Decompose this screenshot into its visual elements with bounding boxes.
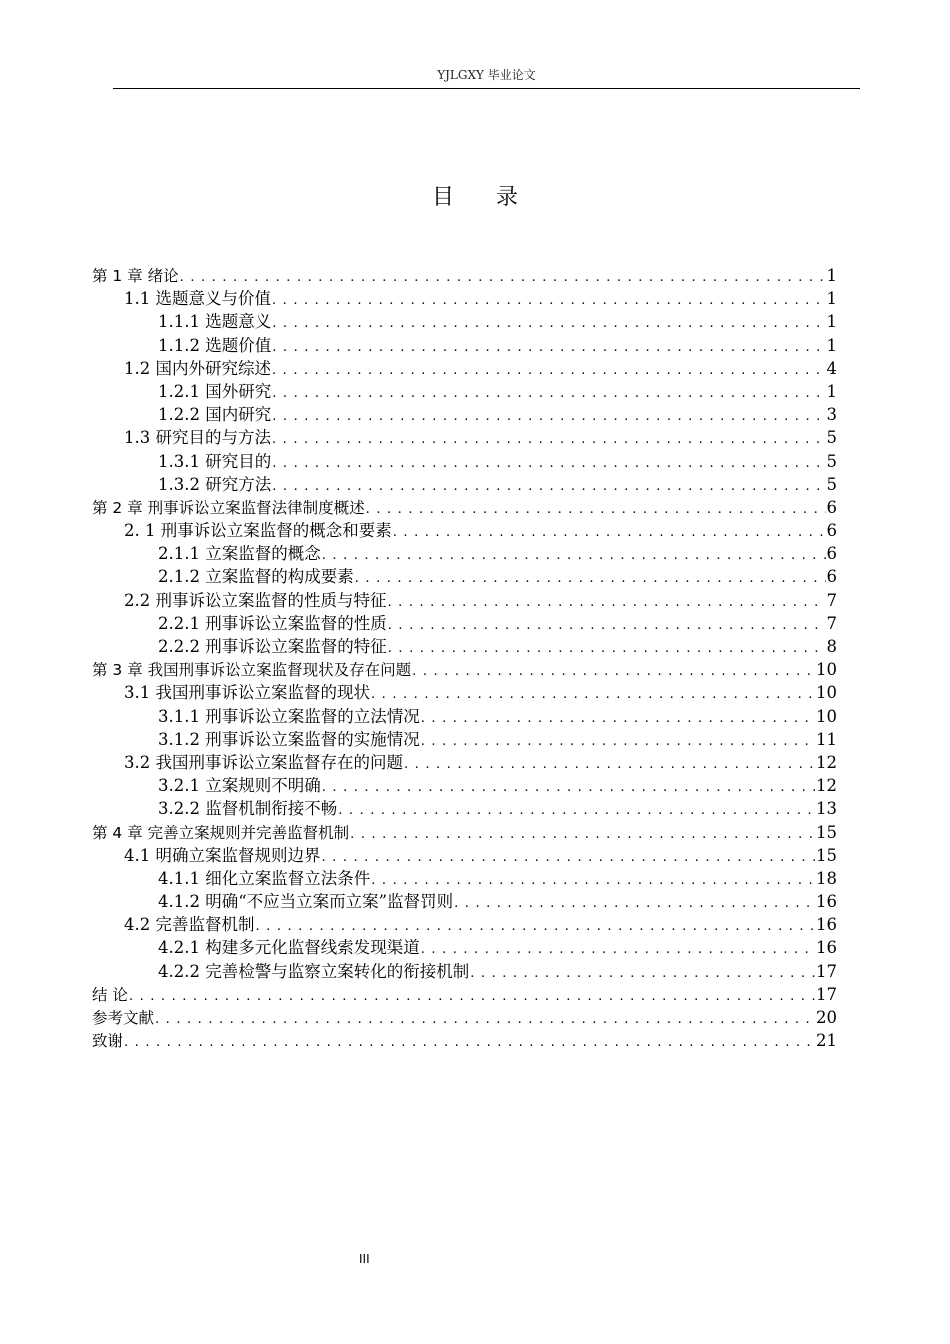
toc-entry-page: 1 (826, 335, 837, 355)
toc-entry-label: 2.1.1 立案监督的概念 (158, 544, 321, 564)
toc-dot-leader (322, 774, 815, 799)
toc-dot-leader (272, 450, 825, 475)
toc-entry-label: 第 2 章 刑事诉讼立案监督法律制度概述 (92, 498, 365, 517)
toc-entry-page: 16 (816, 938, 837, 958)
toc-dot-leader (371, 681, 815, 706)
page-title (0, 180, 950, 211)
toc-entry-label: 1.3.2 研究方法 (158, 474, 272, 494)
toc-entry-page: 16 (816, 915, 837, 935)
toc-entry[interactable] (92, 334, 837, 357)
toc-entry-page: 15 (816, 822, 837, 842)
toc-entry-label: 参考文献 (92, 1009, 155, 1027)
toc-entry-page: 17 (816, 984, 837, 1004)
page-header (113, 64, 860, 89)
toc-dot-leader (155, 1006, 815, 1031)
toc-dot-leader (256, 913, 816, 938)
toc-entry-page: 1 (826, 289, 837, 309)
toc-entry-page: 13 (816, 799, 837, 819)
toc-entry-label: 1.2.1 国外研究 (158, 381, 272, 401)
toc-dot-leader (388, 612, 826, 637)
toc-entry-label: 1.1 选题意义与价值 (124, 289, 271, 309)
toc-entry-page: 17 (816, 961, 837, 981)
toc-entry-page: 21 (816, 1031, 837, 1051)
page-number: III (359, 1252, 370, 1266)
toc-entry-page: 6 (826, 497, 837, 517)
toc-entry[interactable] (92, 1006, 837, 1029)
title-char-1: 目 (431, 185, 454, 210)
toc-entry-page: 1 (826, 266, 837, 285)
toc-entry-page: 18 (816, 868, 837, 888)
toc-entry[interactable] (92, 728, 837, 751)
toc-dot-leader (272, 380, 825, 405)
toc-entry[interactable] (92, 380, 837, 403)
toc-entry-label: 3.2 我国刑事诉讼立案监督存在的问题 (124, 752, 403, 772)
toc-entry-label: 4.2.1 构建多元化监督线索发现渠道 (158, 938, 420, 958)
toc-entry[interactable] (92, 705, 837, 728)
toc-dot-leader (388, 589, 826, 614)
toc-entry[interactable] (92, 542, 837, 565)
toc-entry[interactable] (92, 890, 837, 913)
toc-entry-label: 致谢 (92, 1032, 124, 1051)
toc-entry-label: 2.2.1 刑事诉讼立案监督的性质 (158, 613, 387, 633)
toc-entry-label: 1.1.1 选题意义 (158, 312, 272, 332)
toc-entry-label: 2. 1 刑事诉讼立案监督的概念和要素 (124, 521, 392, 541)
toc-dot-leader (393, 519, 826, 544)
toc-entry[interactable] (92, 565, 837, 588)
toc-entry-page: 6 (826, 521, 837, 541)
toc-entry[interactable] (92, 960, 837, 983)
toc-dot-leader (366, 496, 826, 521)
toc-dot-leader (272, 310, 825, 335)
title-char-2: 录 (496, 185, 519, 210)
toc-dot-leader (470, 960, 815, 985)
toc-entry-page: 5 (826, 428, 837, 448)
toc-entry-page: 7 (826, 613, 837, 633)
toc-dot-leader (272, 473, 825, 498)
toc-entry[interactable] (92, 287, 837, 310)
toc-entry[interactable] (92, 519, 837, 542)
toc-entry[interactable] (92, 496, 837, 519)
toc-entry-label: 3.1.2 刑事诉讼立案监督的实施情况 (158, 729, 420, 749)
toc-dot-leader (355, 565, 826, 590)
toc-entry-page: 5 (826, 474, 837, 494)
toc-dot-leader (454, 890, 815, 915)
toc-entry[interactable] (92, 264, 837, 287)
toc-entry-page: 16 (816, 892, 837, 912)
toc-dot-leader (322, 542, 826, 567)
toc-dot-leader (272, 334, 825, 359)
toc-dot-leader (322, 844, 816, 869)
toc-entry-label: 第 1 章 绪论 (92, 267, 179, 285)
toc-dot-leader (421, 728, 815, 753)
toc-entry-label: 1.2.2 国内研究 (158, 405, 272, 425)
toc-entry-label: 第 3 章 我国刑事诉讼立案监督现状及存在问题 (92, 661, 412, 680)
toc-entry-label: 3.1.1 刑事诉讼立案监督的立法情况 (158, 706, 420, 726)
toc-entry-label: 第 4 章 完善立案规则并完善监督机制 (92, 823, 350, 842)
toc-entry-label: 2.2.2 刑事诉讼立案监督的特征 (158, 637, 387, 656)
toc-entry[interactable] (92, 310, 837, 333)
toc-entry[interactable] (92, 821, 837, 844)
toc-dot-leader (421, 705, 815, 730)
toc-entry-page: 4 (826, 358, 837, 378)
toc-entry-label: 2.2 刑事诉讼立案监督的性质与特征 (124, 590, 387, 610)
toc-entry-page: 11 (816, 729, 837, 749)
toc-entry[interactable] (92, 844, 837, 867)
toc-entry-label: 4.2 完善监督机制 (124, 915, 255, 935)
toc-dot-leader (371, 867, 815, 892)
toc-entry-page: 5 (826, 451, 837, 471)
toc-entry-label: 结 论 (92, 985, 128, 1004)
toc-entry[interactable] (92, 774, 837, 797)
toc-entry[interactable] (92, 751, 837, 774)
toc-entry[interactable] (92, 426, 837, 449)
toc-entry-page: 15 (816, 845, 837, 865)
toc-dot-leader (272, 357, 826, 382)
toc-dot-leader (272, 426, 826, 451)
toc-entry[interactable] (92, 635, 837, 658)
toc-entry-label: 1.3 研究目的与方法 (124, 428, 271, 448)
toc-dot-leader (421, 936, 815, 961)
toc-entry-label: 1.2 国内外研究综述 (124, 358, 271, 378)
toc-entry[interactable] (92, 1029, 837, 1052)
toc-entry-label: 4.2.2 完善检警与监察立案转化的衔接机制 (158, 961, 470, 981)
toc-entry-label: 1.1.2 选题价值 (158, 335, 272, 355)
toc-entry-label: 4.1.1 细化立案监督立法条件 (158, 868, 371, 888)
toc-dot-leader (272, 403, 825, 428)
toc-entry-page: 3 (826, 405, 837, 425)
toc-entry-label: 4.1 明确立案监督规则边界 (124, 845, 321, 865)
toc-entry[interactable] (92, 913, 837, 936)
toc-entry[interactable] (92, 797, 837, 820)
toc-entry[interactable] (92, 658, 837, 681)
header-text: YJLGXY 毕业论文 (437, 68, 536, 82)
toc-dot-leader (129, 983, 815, 1008)
toc-dot-leader (388, 635, 826, 660)
toc-entry[interactable] (92, 403, 837, 426)
toc-dot-leader (124, 1029, 815, 1054)
toc-entry-page: 20 (816, 1008, 837, 1027)
toc-entry-label: 3.1 我国刑事诉讼立案监督的现状 (124, 683, 370, 703)
toc-dot-leader (350, 821, 815, 846)
toc-entry-label: 3.2.1 立案规则不明确 (158, 776, 321, 796)
toc-entry-page: 1 (826, 312, 837, 332)
toc-entry[interactable] (92, 357, 837, 380)
toc-dot-leader (338, 797, 815, 822)
toc-entry-page: 8 (826, 637, 837, 656)
toc-entry-label: 1.3.1 研究目的 (158, 451, 272, 471)
toc-entry-label: 4.1.2 明确“不应当立案而立案”监督罚则 (158, 892, 454, 912)
toc-entry[interactable] (92, 681, 837, 704)
toc-entry-label: 2.1.2 立案监督的构成要素 (158, 567, 354, 587)
toc-dot-leader (404, 751, 815, 776)
toc-dot-leader (412, 658, 815, 683)
toc-entry-page: 6 (826, 544, 837, 564)
toc-entry[interactable] (92, 867, 837, 890)
toc-entry[interactable] (92, 450, 837, 473)
toc-entry[interactable] (92, 473, 837, 496)
toc-dot-leader (180, 264, 826, 289)
toc-entry-page: 10 (816, 683, 837, 703)
toc-entry-page: 12 (816, 776, 837, 796)
toc-entry-page: 1 (826, 381, 837, 401)
toc-entry[interactable] (92, 936, 837, 959)
toc-entry-page: 12 (816, 752, 837, 772)
toc-entry-page: 10 (816, 706, 837, 726)
toc-entry-label: 3.2.2 监督机制衔接不畅 (158, 799, 338, 819)
toc-entry[interactable] (92, 589, 837, 612)
toc-entry-page: 7 (826, 590, 837, 610)
toc-entry[interactable] (92, 612, 837, 635)
toc-dot-leader (272, 287, 826, 312)
toc-entry-page: 6 (826, 567, 837, 587)
table-of-contents (92, 264, 837, 1052)
toc-entry[interactable] (92, 983, 837, 1006)
toc-entry-page: 10 (816, 660, 837, 680)
